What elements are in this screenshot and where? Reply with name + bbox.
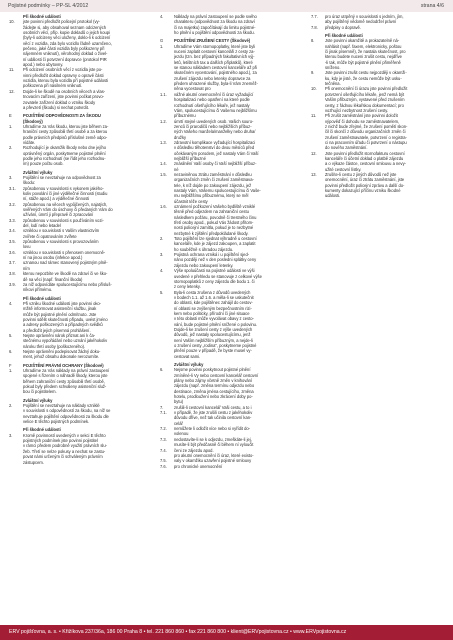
clause-text: z ceny letenky. bbox=[174, 284, 201, 290]
clause-text: bou či pojistitelem. bbox=[23, 389, 57, 395]
clause-text: nejbližší příbuzné bbox=[174, 155, 206, 161]
clause-number: 3.9. bbox=[9, 281, 16, 287]
clause-text: způsobenou v souvislosti s vykonem jakého- bbox=[23, 185, 104, 191]
clause-number: 3.2. bbox=[9, 201, 16, 207]
clause-text: čil či skončí z důvodu organizačních změn či bbox=[325, 129, 406, 135]
clause-text: užívání, úmrtí ji přepravě či zpracování bbox=[23, 212, 94, 218]
clause-text: povinni předložit policejní zprávu a další do- bbox=[325, 182, 405, 188]
clause-number: 10. bbox=[311, 86, 317, 92]
clause-number: 13. bbox=[311, 171, 317, 177]
clause-number: 7.7. bbox=[311, 14, 318, 19]
clause-text: vání, bude pojistné plnění snížené o polovinu. bbox=[174, 321, 258, 327]
clause-text: onemocnění, úraz či ztrátu zaměstnání, jste bbox=[325, 177, 405, 183]
clause-text: Zvláštní výluky bbox=[174, 362, 204, 367]
clause-text: či na majetku) započítávají do limitu pojistné- bbox=[174, 24, 256, 30]
clause-number: 7.2. bbox=[160, 426, 167, 432]
text-line bbox=[160, 354, 294, 359]
clause-text: zrušení zaměstnavatele, potvrzení o registra- bbox=[325, 134, 407, 140]
clause-text: Rozhodující je okamžik škody nebo dne jejího bbox=[23, 145, 107, 151]
clause-text: bytu) bbox=[174, 399, 184, 405]
clause-number bbox=[9, 460, 23, 465]
clause-text: Pojistná ochrana vzniká i u pojištění sjed- bbox=[174, 252, 250, 258]
clause-text: ní na jinou osobu (infekce apod.) bbox=[23, 255, 83, 261]
text-column-left bbox=[9, 14, 143, 619]
clause-number: 1.6. bbox=[160, 204, 167, 210]
clause-text: zástupcem. bbox=[23, 459, 44, 465]
clause-text: Dojde-li ke zrušení cesty z výše uvedených bbox=[174, 326, 253, 332]
clause-text: těsně před odjezdem na zahraniční cestu bbox=[174, 209, 249, 215]
clause-text: nevztahuje pojištění odpovědnosti za škodu dle bbox=[23, 413, 109, 419]
clause-number: 4. bbox=[160, 268, 164, 274]
clause-number: 1.4. bbox=[160, 161, 167, 167]
clause-text: žeb. Třetí se nelze pokusy a nechat se zastu- bbox=[23, 448, 106, 454]
clause-text: uznanou nad rámec stanovený pojistným plně- bbox=[23, 260, 108, 266]
clause-text: poškozena při násilném vniknutí. bbox=[23, 83, 83, 89]
clause-text: způsobenou v souvislosti s používáním vozi- bbox=[23, 217, 104, 223]
clause-text: hospitalizaci nebo opatření na které podle bbox=[174, 97, 250, 103]
clause-text: POJIŠTĚNÍ ZRUŠENÍ CESTY (Škodové) bbox=[174, 38, 251, 44]
clause-text: Při škodné události bbox=[23, 14, 61, 19]
clause-text: ku, kdy je jisté, že cestu nemůže být usku- bbox=[325, 75, 402, 81]
clause-text: třetí osoby apod., pokud Vás žádost přítom- bbox=[174, 220, 254, 226]
clause-text: nemůžete li odložit více nebo si vyřídit do- bbox=[174, 426, 250, 432]
clause-text: ho souběžně s úhradou zájezdu. bbox=[174, 246, 234, 252]
clause-text: (Škodový) bbox=[23, 118, 43, 124]
clause-text: osobních věcí, příp. kopie dokladů o jejich koupi bbox=[23, 30, 110, 36]
clause-text: ci na pracovním úřadu či potvrzení o nástupu bbox=[325, 139, 407, 145]
clause-text: zvířete či opatrováním zvířete bbox=[23, 233, 77, 239]
clause-text: svěřených Vám do úschovy či předaných Vám do bbox=[23, 207, 113, 213]
clause-text: čeni ze zájezdu apod. bbox=[174, 447, 214, 453]
clause-text: a předložit jejich písemná prohlášení. bbox=[23, 327, 91, 333]
clause-text: tnovacím zařízení, jste povinni počkat provo- bbox=[23, 94, 105, 100]
clause-text: vzniklou v souvislosti s přenosem onemocně- bbox=[23, 249, 106, 255]
clause-text: kumenty dokazující příčinu vzniku škodné bbox=[325, 188, 401, 193]
clause-text: celář bbox=[174, 420, 183, 426]
clause-text: destinace, změna jména cestujícího, změna bbox=[174, 388, 254, 394]
clause-text: se stanou nákladem cestovní kanceláře až při bbox=[174, 65, 258, 71]
clause-text: nahlásit (např. faxem, elektronicky, poštou bbox=[325, 43, 402, 49]
clause-number: 1.3. bbox=[160, 139, 167, 145]
clause-text: užité cestovní lístky. bbox=[325, 166, 362, 172]
clause-text: účastnit téže cesty bbox=[174, 198, 208, 204]
clause-text: pro úraz utrpěný v souvislosti s jedním, jím, bbox=[325, 14, 404, 19]
clause-text: vážné akutní onemocnění či úraz vyžadující bbox=[174, 91, 254, 97]
clause-text: Nejste oprávněni nárok přiznat ani k ča- bbox=[23, 332, 96, 338]
page-header bbox=[0, 0, 453, 12]
clause-text: Vaším příbuzným, vystavené před zrušením bbox=[325, 97, 405, 103]
clause-text: kterou nepozbíte ve škodě na zdraví či ve ško- bbox=[23, 271, 108, 277]
clause-number: 11. bbox=[9, 67, 15, 73]
clause-text: pro chronické onemocnění bbox=[174, 463, 223, 469]
clause-text: letů, letištních tax a dalších příplatků), které bbox=[174, 59, 253, 65]
clause-text: povinni sdělit skutečnosti případu, uvést jméno bbox=[23, 316, 108, 322]
clause-text: podle právních předpisů příslušné země odpo- bbox=[23, 134, 108, 140]
clause-text: POJIŠTĚNÍ ODPOVĚDNOSTI ZA ŠKODU bbox=[23, 113, 101, 119]
clause-text: uvedené v přehledu se stanovuje z celkové výše bbox=[174, 273, 262, 279]
clause-number: 4. bbox=[9, 300, 13, 306]
clause-text: zájezdu (např. změna termínu odjezdu nebo bbox=[174, 383, 255, 389]
clause-number: 7.8. bbox=[311, 24, 318, 30]
clause-text: nedostavíte-li se k odjezdu, zmeškáte-li jej, bbox=[174, 436, 252, 442]
clause-text: Zvláštní výluky bbox=[23, 397, 53, 403]
clause-number: 6. bbox=[160, 367, 164, 373]
clause-text: velice E těchto pojistných podmínek. bbox=[23, 419, 90, 425]
clause-text: nastaly Vám, Vašemu spolucestujícímu či Vaše- bbox=[174, 188, 261, 193]
clause-text: koliv povolání či jiné výdělečné činnosti (studiu bbox=[23, 191, 108, 196]
clause-text: cestovat sami. bbox=[174, 353, 201, 359]
clause-text: mu nejbližšímu příbuznému, který se měl bbox=[174, 193, 249, 199]
clause-text: jezdu (tzn. bez případných fakultativních výj- bbox=[174, 54, 255, 60]
clause-text: Při škodné události bbox=[23, 427, 61, 433]
clause-text: ment, jehož obsahu dokonale nerozumíte. bbox=[23, 354, 100, 360]
clause-number: 3. bbox=[9, 174, 13, 180]
clause-text: není Vaším nejbližším příbuzným, a nejde-li bbox=[174, 337, 253, 343]
text-line bbox=[9, 460, 143, 465]
page-number: strana 4/6 bbox=[420, 3, 444, 9]
clause-text: hraniční cesty způsobili třetí osobě a za kterou bbox=[23, 129, 108, 135]
clause-text: předem uhrazené služby, byla-li Vám zneměž- bbox=[174, 81, 258, 87]
clause-text: nuceni zaplatit cestovní kanceláři z cesty za- bbox=[174, 49, 255, 55]
clause-text: škodu: bbox=[23, 180, 36, 186]
clause-text: očekávaným porodem, jež nastaly Vám či Vaší bbox=[174, 150, 259, 156]
footer-contact: ERV pojišťovna, a. s. • Křižíkova 237/36a, 186 00 Praha 8 • tel. 221 860 860 • fax 221 860 800 • klient@ERVpojistovna.cz • www.ERVpojistovna.cz bbox=[9, 629, 347, 635]
clause-text: Byla-li cesta zrušena z důvodů uvedených bbox=[174, 289, 251, 295]
clause-text: Jste povinni okamžitě a prokazatelně ná- bbox=[325, 38, 400, 44]
clause-text: oznámení požkození Vašeho bydliště vzniklé bbox=[174, 204, 256, 210]
clause-text: zdravotní komplikace vyžadující hospitalizaci bbox=[174, 139, 256, 145]
clause-text: organizačních změn či zrušení zaměstnava- bbox=[174, 177, 254, 183]
clause-number: 5. bbox=[160, 289, 164, 295]
clause-text: Při odcizení osobních věcí z vozidla jste po- bbox=[23, 67, 103, 73]
clause-text: Pojištění se nevztahuje na náklady vzniklé bbox=[23, 403, 100, 409]
clause-text: valy v okamžiku uzavření pojistné smlouvy bbox=[174, 458, 252, 464]
clause-text: lovu bbox=[23, 244, 31, 250]
clause-text: zrušení zájezdu nebo letenky dopravce za bbox=[174, 75, 251, 81]
clause-text: volenou bbox=[174, 431, 189, 437]
document-title: Pojistné podmínky – PP-SL 4/2012 bbox=[8, 3, 89, 9]
clause-text: důvodů, jež nastaly spolucestujícímu, jenž bbox=[174, 332, 251, 338]
clause-number: 1.2. bbox=[160, 118, 167, 124]
clause-number: 1. bbox=[9, 123, 13, 129]
clause-text: Uhradíme Vám stornopoplatky, které jste byli bbox=[174, 43, 256, 49]
clause-text: povat námi určeným či schváleným právním bbox=[23, 454, 103, 460]
clause-text: události. bbox=[325, 193, 341, 199]
text-line bbox=[9, 287, 143, 292]
clause-text: a převzetí (škodu) si nechat potvrdit. bbox=[23, 104, 89, 110]
clause-text: Nejsme povinni poskytnout pojistné plnění bbox=[174, 367, 251, 373]
clause-text: příbuznému bbox=[174, 113, 196, 119]
clause-text: spojené s řízením o náhradě škody, kterou jste bbox=[23, 373, 108, 379]
clause-text: né bbox=[174, 166, 179, 172]
clause-number: 1.5. bbox=[160, 171, 167, 177]
clause-text: ím) pouze počtu osob. bbox=[23, 161, 64, 167]
clause-number: G bbox=[160, 38, 164, 44]
clause-number: E bbox=[9, 113, 12, 119]
text-line bbox=[9, 419, 143, 424]
clause-number bbox=[311, 193, 325, 198]
text-line bbox=[311, 193, 445, 198]
clause-text: v případě, že jste zrušili cestu z jakéhokoliv bbox=[174, 410, 253, 416]
clause-text: Pojištění se nevztahuje na odpovědnost za bbox=[23, 174, 101, 180]
clause-number bbox=[9, 389, 23, 394]
clause-text: podle jeho rozhodnutí (se řídit jeho rozhodnu- bbox=[23, 155, 106, 161]
clause-text: a o výkaze částce, cestovní smlouvu a nevy- bbox=[325, 161, 407, 167]
clause-text: způsobenou na věcech vypůjčených, najatých, bbox=[23, 201, 108, 207]
clause-text: způsobenou v souvislosti s provozováním bbox=[23, 239, 99, 245]
clause-text: rozhodnutí ošetřujícího lékaře, jež nastaly bbox=[174, 102, 250, 108]
clause-text: pro akutní onemocnění či úraz, které existo- bbox=[174, 452, 254, 458]
clause-text: vzniklou v souvislosti s Vaším vlastnictvím bbox=[23, 228, 100, 234]
text-line bbox=[9, 105, 143, 110]
text-line bbox=[9, 389, 143, 394]
clause-text: kanceláře či účetní doklad o platbě zájezdu bbox=[325, 155, 404, 161]
clause-text: Při zrušit zaměstnání jste povinni doložit bbox=[325, 113, 398, 119]
clause-text: následkem požáru, povodně či trestného činu bbox=[174, 214, 257, 220]
text-line bbox=[160, 464, 294, 469]
clause-number: 3.7. bbox=[9, 260, 16, 266]
clause-text: plány nebo zájmy včetně změn v knihování bbox=[174, 378, 253, 384]
clause-text: náno později než v den posledni splátky ceny bbox=[174, 257, 257, 263]
clause-text: tečněna. bbox=[325, 81, 341, 87]
text-column-right bbox=[311, 14, 445, 619]
clause-text: ní oblasti se zvýšeným bezpečnostním rizi- bbox=[174, 305, 252, 311]
clause-number: 2. bbox=[9, 145, 13, 151]
text-line bbox=[9, 354, 143, 359]
clause-text: Uhradíme za Vás náklady na právní zastoupení bbox=[23, 368, 110, 373]
clause-text: vídáte. bbox=[23, 139, 36, 145]
clause-number: 9. bbox=[311, 70, 315, 76]
clause-text: výpověď či dohodu se zaměstnavatelem, bbox=[325, 118, 400, 124]
clause-text: úmrtí stejné uvedených osob. Vašich souro- bbox=[174, 118, 254, 124]
text-line bbox=[160, 30, 294, 35]
clause-text: něna vycestovat pro bbox=[174, 86, 211, 92]
clause-text: (byly-li odcizeny věci uloženy, doklo-li k odcizení bbox=[23, 35, 111, 41]
clause-text: zenců či prarodičů nebo nejbližších příbuz- bbox=[174, 123, 252, 129]
clause-text: stečnému vypořádání nebo uznání jakéhokoliv bbox=[23, 338, 108, 344]
clause-text: během zahraniční cesty způsobili třetí osobě, bbox=[23, 378, 105, 384]
clause-text: Jste povinni předložit stornofakturu cestovní bbox=[325, 150, 405, 156]
clause-text: zmíněné-li Vy nebo cestovní kancelář cestovní bbox=[174, 372, 259, 378]
clause-number: 3.6. bbox=[9, 249, 16, 255]
clause-text: za níž odpovídáte spolucestujícímu nebo přísluš- bbox=[23, 281, 112, 287]
clause-text: Nejste oprávněni podepisovat žádný doku- bbox=[23, 348, 101, 354]
clause-text: pečeno, jaké části vozidla byly poškozeny při bbox=[23, 46, 105, 52]
clause-number bbox=[9, 354, 23, 359]
clause-text: aby pojištěný vědomě nedodržel právní bbox=[325, 19, 397, 25]
text-line bbox=[9, 161, 143, 166]
clause-text: předpisy o dopravě. bbox=[325, 24, 361, 30]
clause-text: v souvislosti s odpovědností za škodu, na níž se bbox=[23, 408, 111, 414]
clause-number: 3. bbox=[160, 252, 164, 258]
clause-text: o zrušení cesty „rodina", poskytneme pojistné bbox=[174, 342, 257, 348]
clause-text: skutečném vycestování, pojistného apod.), za bbox=[174, 70, 257, 76]
clause-text: zovatele zařízení doklad o vzniku škody bbox=[23, 99, 96, 105]
clause-text: v této oblasti může vyvolávat obavy z cesto- bbox=[174, 316, 254, 322]
clause-text: Výše spoluúčasti na pojistné události ve výši bbox=[174, 268, 255, 274]
clause-text: zrušili-li cestovní kancelář Vaši cestu, a to i bbox=[174, 404, 252, 410]
clause-text: pojistných podmínek jste povinni pojistitel bbox=[23, 438, 98, 444]
clause-number: 8. bbox=[311, 38, 315, 44]
clause-text: charakteru (odpovědnost za škodu na zdraví bbox=[174, 19, 255, 25]
clause-text: může být pojistné plnění odmítnuto. Jste bbox=[23, 311, 97, 317]
clause-text: věcí z vozidla, zda bylo vozidlo řádně uzamčeno, bbox=[23, 40, 112, 46]
clause-text: Při škodné události bbox=[325, 33, 363, 39]
text-column-middle bbox=[160, 14, 294, 619]
clause-text: družky bbox=[174, 134, 187, 140]
clause-text: nezbytné k zjištění předpokládané škody. bbox=[174, 230, 249, 236]
clause-text: do nového zaměstnání. bbox=[325, 145, 368, 151]
clause-number: 12. bbox=[311, 150, 317, 156]
clause-number: 5. bbox=[9, 332, 13, 338]
clause-number: 2. bbox=[160, 236, 164, 242]
clause-text: del, lodí nebo letadel bbox=[23, 223, 61, 229]
page-footer bbox=[0, 625, 453, 640]
clause-number bbox=[160, 30, 174, 35]
clause-number: 3.8. bbox=[9, 271, 16, 277]
clause-text: apod.) nebo ubytovny. bbox=[23, 62, 64, 68]
clause-number: 7.1. bbox=[160, 410, 167, 416]
clause-number: 3.4. bbox=[9, 228, 16, 234]
clause-number bbox=[9, 161, 23, 166]
clause-text: sníženo. bbox=[325, 65, 341, 71]
clause-text: znásilnění Vaší osoby či Vaší nejbližší příbuz- bbox=[174, 161, 257, 167]
clause-text: musíte-li být předčasně či během ní vyloučit bbox=[174, 442, 254, 448]
clause-number: 7. bbox=[160, 404, 164, 410]
clause-text: tele, k níž dojde po zakoupení zájezdu, jež bbox=[174, 182, 252, 188]
clause-number bbox=[9, 419, 23, 424]
clause-text: Dojde-li ke škodě na osobních věcech a vlas- bbox=[23, 88, 106, 94]
clause-text: ní události či potvrzení dopravce (protokol PIR bbox=[23, 56, 107, 62]
clause-text: kem nebo politicky, přírodní či jiné situace bbox=[174, 310, 250, 316]
clause-number: 4. bbox=[160, 14, 164, 19]
clause-text: Kromě povinností uvedených v sekci E těchto bbox=[23, 432, 106, 438]
clause-number: 7.3. bbox=[160, 436, 167, 442]
clause-text: vozidla, kterou byla vozidla při pojistné události bbox=[23, 78, 109, 84]
clause-text: potvrzení ošetřujícího lékaře, jenž nemá být bbox=[325, 91, 405, 97]
clause-text: Náklady na právní zastoupení se podle svého bbox=[174, 14, 257, 19]
clause-number: 7.5. bbox=[160, 458, 167, 464]
clause-text: zájezdu nebo zakoupení letenky. bbox=[174, 262, 234, 268]
clause-text: v bodech 1.1. až 1.6. a měla-li se uskutečnit bbox=[174, 294, 254, 300]
clause-text: ných Vašeho manžela/manželky nebo druha/ bbox=[174, 129, 256, 135]
clause-number: 6. bbox=[9, 348, 13, 354]
clause-text: Zrušíte-li cestu z jiných důvodů než jste bbox=[325, 171, 397, 177]
clause-text: nosti policejní zamítla, pokud je to nezbytné bbox=[174, 225, 254, 231]
clause-text: jste povinni předložit policejní protokol (vy- bbox=[23, 19, 100, 25]
clause-text: oprávněný orgán, poskytneme pojistné plnění bbox=[23, 150, 106, 156]
clause-number: 12. bbox=[9, 88, 15, 94]
clause-text: stornopoplatků z ceny zájezdu dle bodu 1. či bbox=[174, 278, 255, 284]
clause-number: 3.1. bbox=[9, 185, 16, 191]
clause-number: F bbox=[9, 362, 12, 368]
clause-text: plnění pouze v případě, že byste musel vy- bbox=[174, 348, 252, 354]
clause-number: 1.1. bbox=[160, 91, 167, 97]
clause-text: nezaviněnou ztrátu zaměstnání v důsledku bbox=[174, 171, 252, 177]
clause-text: do oblasti, kde pojištěnec zahájil do cestov- bbox=[174, 300, 253, 306]
clause-text: ho plnění u pojištění odpovědnosti za škodu. bbox=[174, 30, 255, 36]
clause-text: mžitě informovat asistenční službu, jinak bbox=[23, 306, 97, 312]
clause-text: Zvláštní výluky bbox=[23, 169, 53, 175]
clause-text: ní, stáže apod.) a výdělečné činnosti bbox=[23, 196, 90, 202]
clause-text: cesty, z řádnou lékařskou dokumentací; pro bbox=[325, 102, 404, 108]
clause-text: vinni předložit doklad opravny o opravě části bbox=[23, 72, 104, 78]
clause-number: 2. bbox=[9, 403, 13, 409]
clause-number: 3.3. bbox=[9, 217, 16, 223]
clause-number bbox=[160, 354, 174, 359]
clause-text: v rámci předem podrobně využití právních slu- bbox=[23, 443, 107, 449]
clause-text: Jste povinni zrušit cestu nejpozději v okamži- bbox=[325, 70, 407, 76]
clause-text: kanceláře, kde je zájezd zakoupen, a zaplatit bbox=[174, 241, 256, 247]
clause-text: a adresy poškozených a případných svědků bbox=[23, 322, 103, 328]
clause-number: 7.6. bbox=[160, 463, 167, 469]
clause-text: důvodu dříve, než tak učinila cestovní kan- bbox=[174, 415, 252, 421]
clause-text: POJIŠTĚNÍ PRÁVNÍ OCHRANY (Škodové) bbox=[23, 362, 104, 368]
clause-text: Uhradíme za Vás škodu, kterou jste během za- bbox=[23, 123, 109, 129]
clause-number: 1. bbox=[9, 368, 13, 373]
clause-number: 3. bbox=[9, 432, 13, 438]
clause-text: nájemném vniknutí), věrohodný doklad o živel- bbox=[23, 51, 108, 57]
clause-text: níkovi přímému. bbox=[23, 287, 53, 293]
clause-text: Vám, spolucestujícímu či Vašemu nejbližšímu bbox=[174, 107, 257, 113]
clause-text: Při škodné události bbox=[23, 295, 61, 301]
clause-text: z nichž bude zřejmé, že zrušení pomětí skon- bbox=[325, 123, 408, 129]
clause-number: 7.4. bbox=[160, 447, 167, 453]
clause-text: ním bbox=[23, 265, 30, 271]
clause-number: 3.5. bbox=[9, 239, 16, 245]
clause-text: v důsledku těhotenství do dvou měsíců před bbox=[174, 145, 255, 151]
clause-text: vozhující nezbytnost zrušení cesty. bbox=[325, 107, 389, 113]
clause-number bbox=[9, 287, 23, 292]
clause-text: pokud byly předem schváleny asistenční služ- bbox=[23, 384, 107, 390]
clause-number: 1. bbox=[160, 43, 164, 49]
clause-text: žádejte si, aby obsahoval seznam odcizených bbox=[23, 24, 107, 30]
clause-number: 11. bbox=[311, 113, 317, 119]
clause-text: Toto pojištění lze sjednat výhradně u cestovní bbox=[174, 236, 257, 242]
clause-text: hotelu, prodloužení nebo zkrácení doby po- bbox=[174, 394, 253, 400]
clause-text: kterou budete nuceni zrušit cestu, nejdříve bbox=[325, 54, 402, 60]
clause-text: Při vzniku škodné události jste povinni oko- bbox=[23, 300, 102, 306]
clause-text: Při onemocnění či úrazu jste povinni předložit bbox=[325, 86, 408, 92]
clause-text: nároku třetí osoby (poškozeného). bbox=[23, 343, 86, 349]
clause-text: či jinak písemně), že nastala skutečnost, pro bbox=[325, 49, 406, 55]
clause-text: dě na věci (např. finanční škoda) bbox=[23, 276, 83, 282]
clause-number bbox=[9, 105, 23, 110]
clause-text: -li tak, může být pojistné plnění přiměřeně bbox=[325, 59, 401, 65]
text-line bbox=[311, 25, 445, 30]
clause-number: 10. bbox=[9, 19, 15, 25]
